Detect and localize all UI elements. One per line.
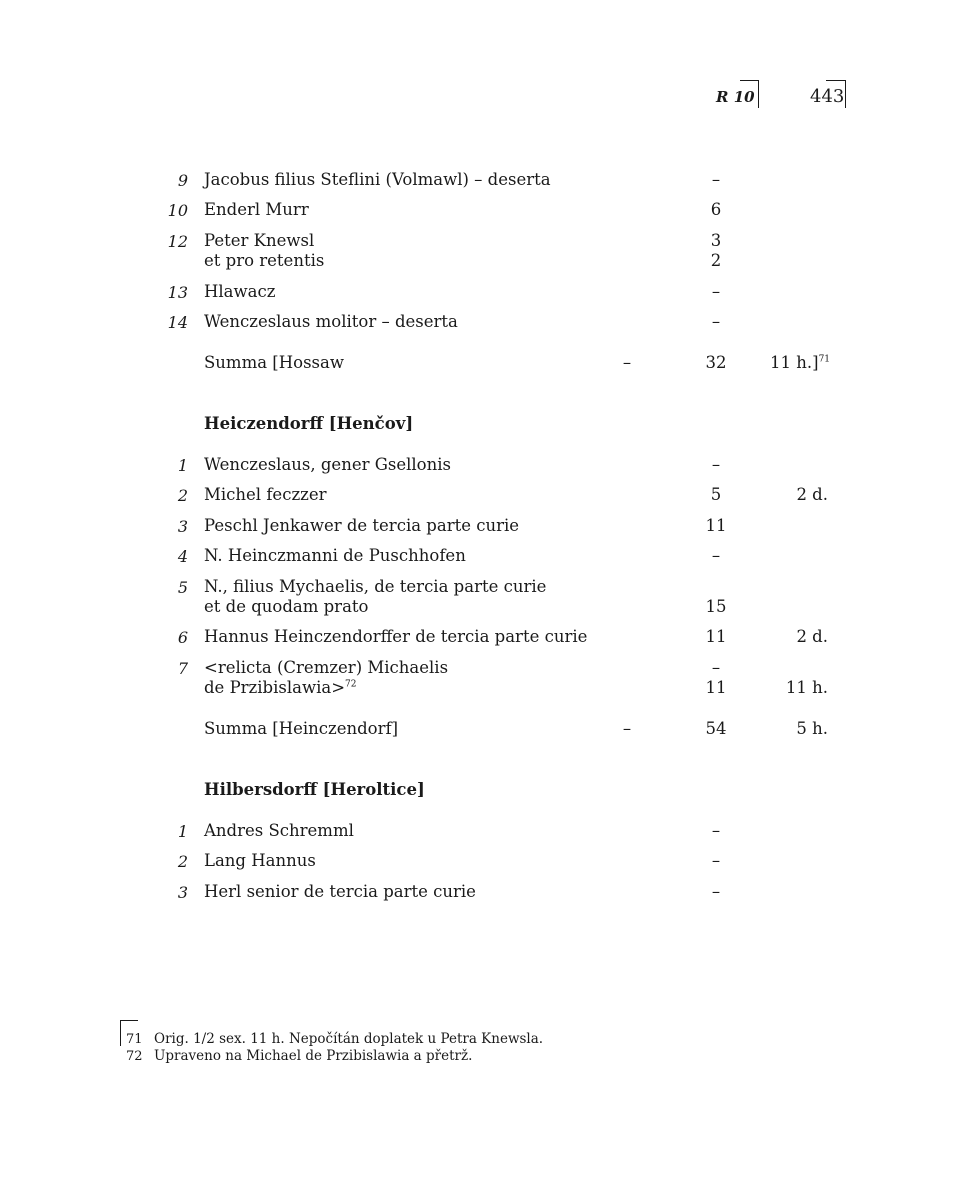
footnote-number: 71 [126,1032,143,1047]
entry-number: 3 [177,517,188,536]
entry-value: – [711,658,721,677]
entry-value: 5 [710,485,722,504]
entry-number: 1 [177,456,188,475]
entry-name: Jacobus filius Steflini (Volmawl) – deserta [204,170,551,189]
section-title: Heiczendorff [Henčov] [204,414,414,433]
entry-name: Enderl Murr [204,200,309,219]
entry-number: 10 [167,201,188,220]
entry-value: 15 [705,597,727,616]
summa-value: 54 [705,719,727,738]
entry-value: – [711,282,721,301]
entry-number: 14 [167,313,188,332]
running-header-code: R 10 [716,88,755,106]
entry-value: – [711,312,721,331]
page-number: 443 [810,86,845,107]
entry-name: Herl senior de tercia parte curie [204,882,476,901]
entry-number: 2 [177,486,188,505]
footnote-ref: 71 [818,354,831,365]
entry-name: Hannus Heinczendorffer de tercia parte curie [204,627,588,646]
entry-name: Wenczeslaus, gener Gsellonis [204,455,451,474]
entry-value: 11 [705,627,727,646]
entry-value: – [711,170,721,189]
entry-number: 4 [177,547,188,566]
footnote-number: 72 [126,1049,143,1064]
summa-value: – [622,353,632,372]
entry-value: 11 [705,516,727,535]
entry-name: Hlawacz [204,282,276,301]
entry-name-continuation: et de quodam prato [204,597,369,616]
entry-number: 6 [177,628,188,647]
entry-number: 13 [167,283,188,302]
entry-name-continuation: de Przibislawia>$^{72}$ [204,678,357,697]
entry-value: 2 [710,251,722,270]
entry-name: N., filius Mychaelis, de tercia parte curie [204,577,547,596]
summa-label: Summa [Hossaw [204,353,344,372]
entry-number: 3 [177,883,188,902]
entry-name: Michel feczzer [204,485,327,504]
summa-label: Summa [Heinczendorf] [204,719,399,738]
entry-name: Peter Knewsl [204,231,315,250]
entry-number: 5 [177,578,188,597]
entry-name: Wenczeslaus molitor – deserta [204,312,458,331]
entry-value: – [711,851,721,870]
entry-value: 3 [710,231,722,250]
summa-value: 11 h.]$^{71}$ [770,353,831,372]
footnote-ref: 72 [345,679,357,690]
entry-name: <relicta (Cremzer) Michaelis [204,658,449,677]
entry-name: N. Heinczmanni de Puschhofen [204,546,466,565]
entry-number: 12 [167,232,188,251]
entry-value: – [711,455,721,474]
entry-value: 11 h. [785,678,828,697]
entry-value: – [711,546,721,565]
summa-value: – [622,719,632,738]
entry-name: Lang Hannus [204,851,316,870]
entry-number: 2 [177,852,188,871]
entry-value: – [711,882,721,901]
entry-number: 7 [177,659,188,678]
entry-value: 2 d. [796,485,828,504]
summa-value: 5 h. [796,719,828,738]
header-corner-mark [740,80,759,108]
summa-value: 32 [705,353,727,372]
entry-number: 1 [177,822,188,841]
entry-name-continuation: et pro retentis [204,251,325,270]
entry-value: 2 d. [796,627,828,646]
entry-value: 6 [710,200,722,219]
entry-name: Andres Schremml [204,821,354,840]
entry-value: – [711,821,721,840]
section-title: Hilbersdorff [Heroltice] [204,780,425,799]
entry-name: Peschl Jenkawer de tercia parte curie [204,516,520,535]
header-corner-mark [826,80,846,108]
entry-number: 9 [177,171,188,190]
entry-value: 11 [705,678,727,697]
footnote-text: Upraveno na Michael de Przibislawia a přetrž. [154,1048,473,1064]
footnote-text: Orig. 1/2 sex. 11 h. Nepočítán doplatek u Petra Knewsla. [154,1031,544,1047]
